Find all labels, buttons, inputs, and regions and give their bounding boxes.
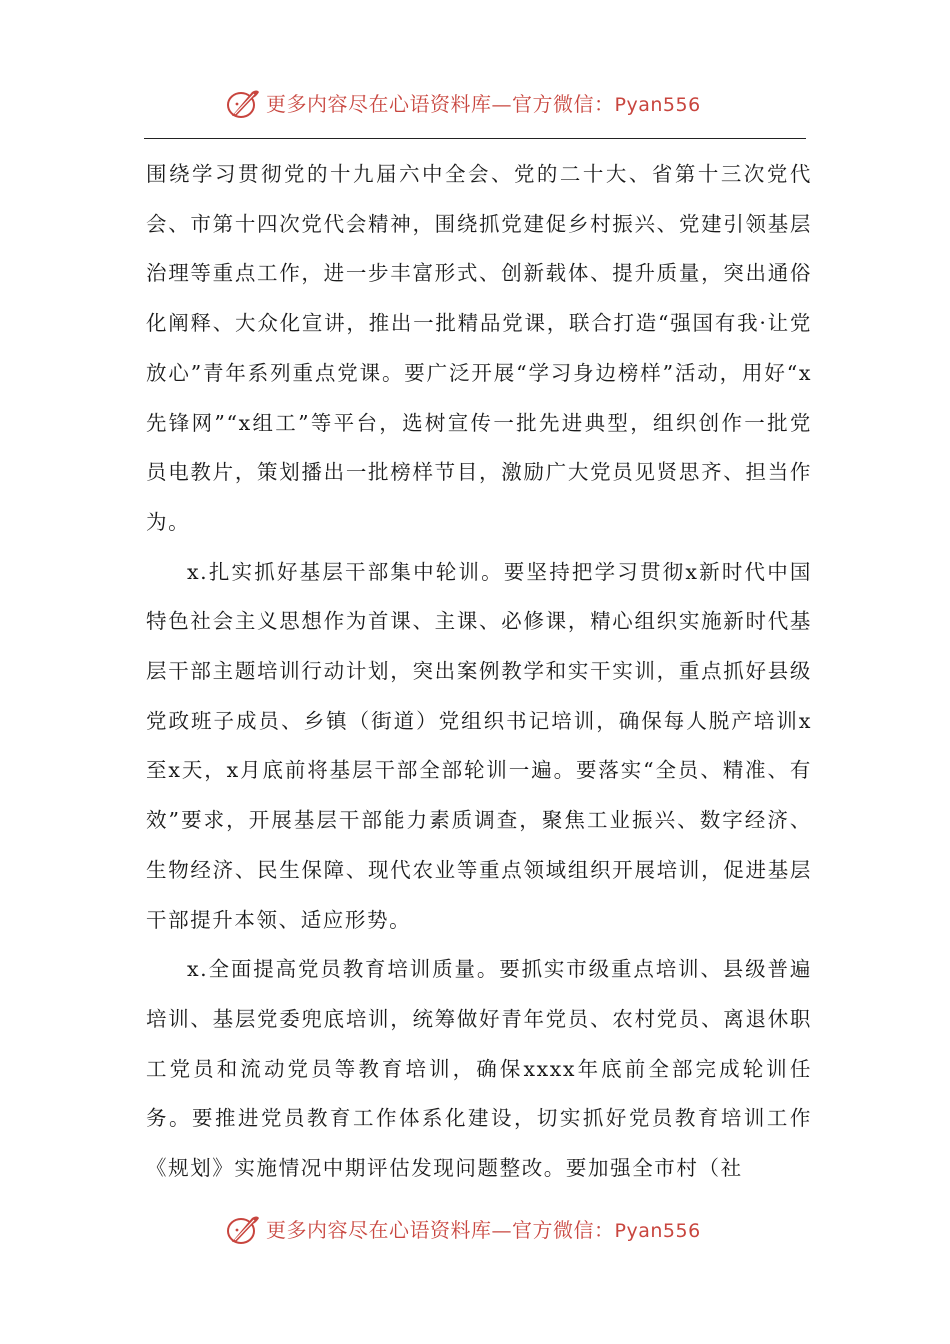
banner-separator: —: [491, 92, 512, 116]
banner-separator: —: [491, 1218, 512, 1242]
banner-title: 更多内容尽在心语资料库: [266, 92, 492, 116]
footer-banner: [0, 1210, 950, 1250]
paragraph: x.扎实抓好基层干部集中轮训。要坚持把学习贯彻x新时代中国特色社会主义思想作为首课、主课、必修课，精心组织实施新时代基层干部主题培训行动计划，突出案例教学和实干实训，重点抓好县级党政班子成员、乡镇（街道）党组织书记培训，确保每人脱产培训x至x天，x月底前将基层干部全部轮训一遍。要落实“全员、精准、有效”要求，开展基层干部能力素质调查，聚焦工业振兴、数字经济、生物经济、民生保障、现代农业等重点领域组织开展培训，促进基层干部提升本领、适应形势。: [146, 559, 812, 932]
banner-wechat-label: 官方微信：: [512, 1218, 615, 1242]
footer-banner-text: [266, 1216, 701, 1245]
header-banner: [0, 84, 950, 124]
quill-pen-logo-icon: [226, 86, 262, 122]
banner-wechat-label: 官方微信：: [512, 92, 615, 116]
header-divider: [144, 138, 806, 139]
banner-title: 更多内容尽在心语资料库: [266, 1218, 492, 1242]
paragraph: x.全面提高党员教育培训质量。要抓实市级重点培训、县级普遍培训、基层党委兜底培训，统筹做好青年党员、农村党员、离退休职工党员和流动党员等教育培训，确保xxxx年底前全部完成轮训任务。要推进党员教育工作体系化建设，切实抓好党员教育培训工作《规划》实施情况中期评估发现问题整改。要加强全市村（社: [146, 957, 812, 1181]
banner-wechat-id: Pyan556: [614, 94, 701, 116]
quill-pen-logo-icon: [226, 1212, 262, 1248]
header-banner-text: [266, 90, 701, 119]
document-body: [146, 150, 812, 1194]
banner-wechat-id: Pyan556: [614, 1220, 701, 1242]
paragraph: 围绕学习贯彻党的十九届六中全会、党的二十大、省第十三次党代会、市第十四次党代会精神，围绕抓党建促乡村振兴、党建引领基层治理等重点工作，进一步丰富形式、创新载体、提升质量，突出通俗化阐释、大众化宣讲，推出一批精品党课，联合打造“强国有我·让党放心”青年系列重点党课。要广泛开展“学习身边榜样”活动，用好“x先锋网”“x组工”等平台，选树宣传一批先进典型，组织创作一批党员电教片，策划播出一批榜样节目，激励广大党员见贤思齐、担当作为。: [146, 162, 812, 534]
